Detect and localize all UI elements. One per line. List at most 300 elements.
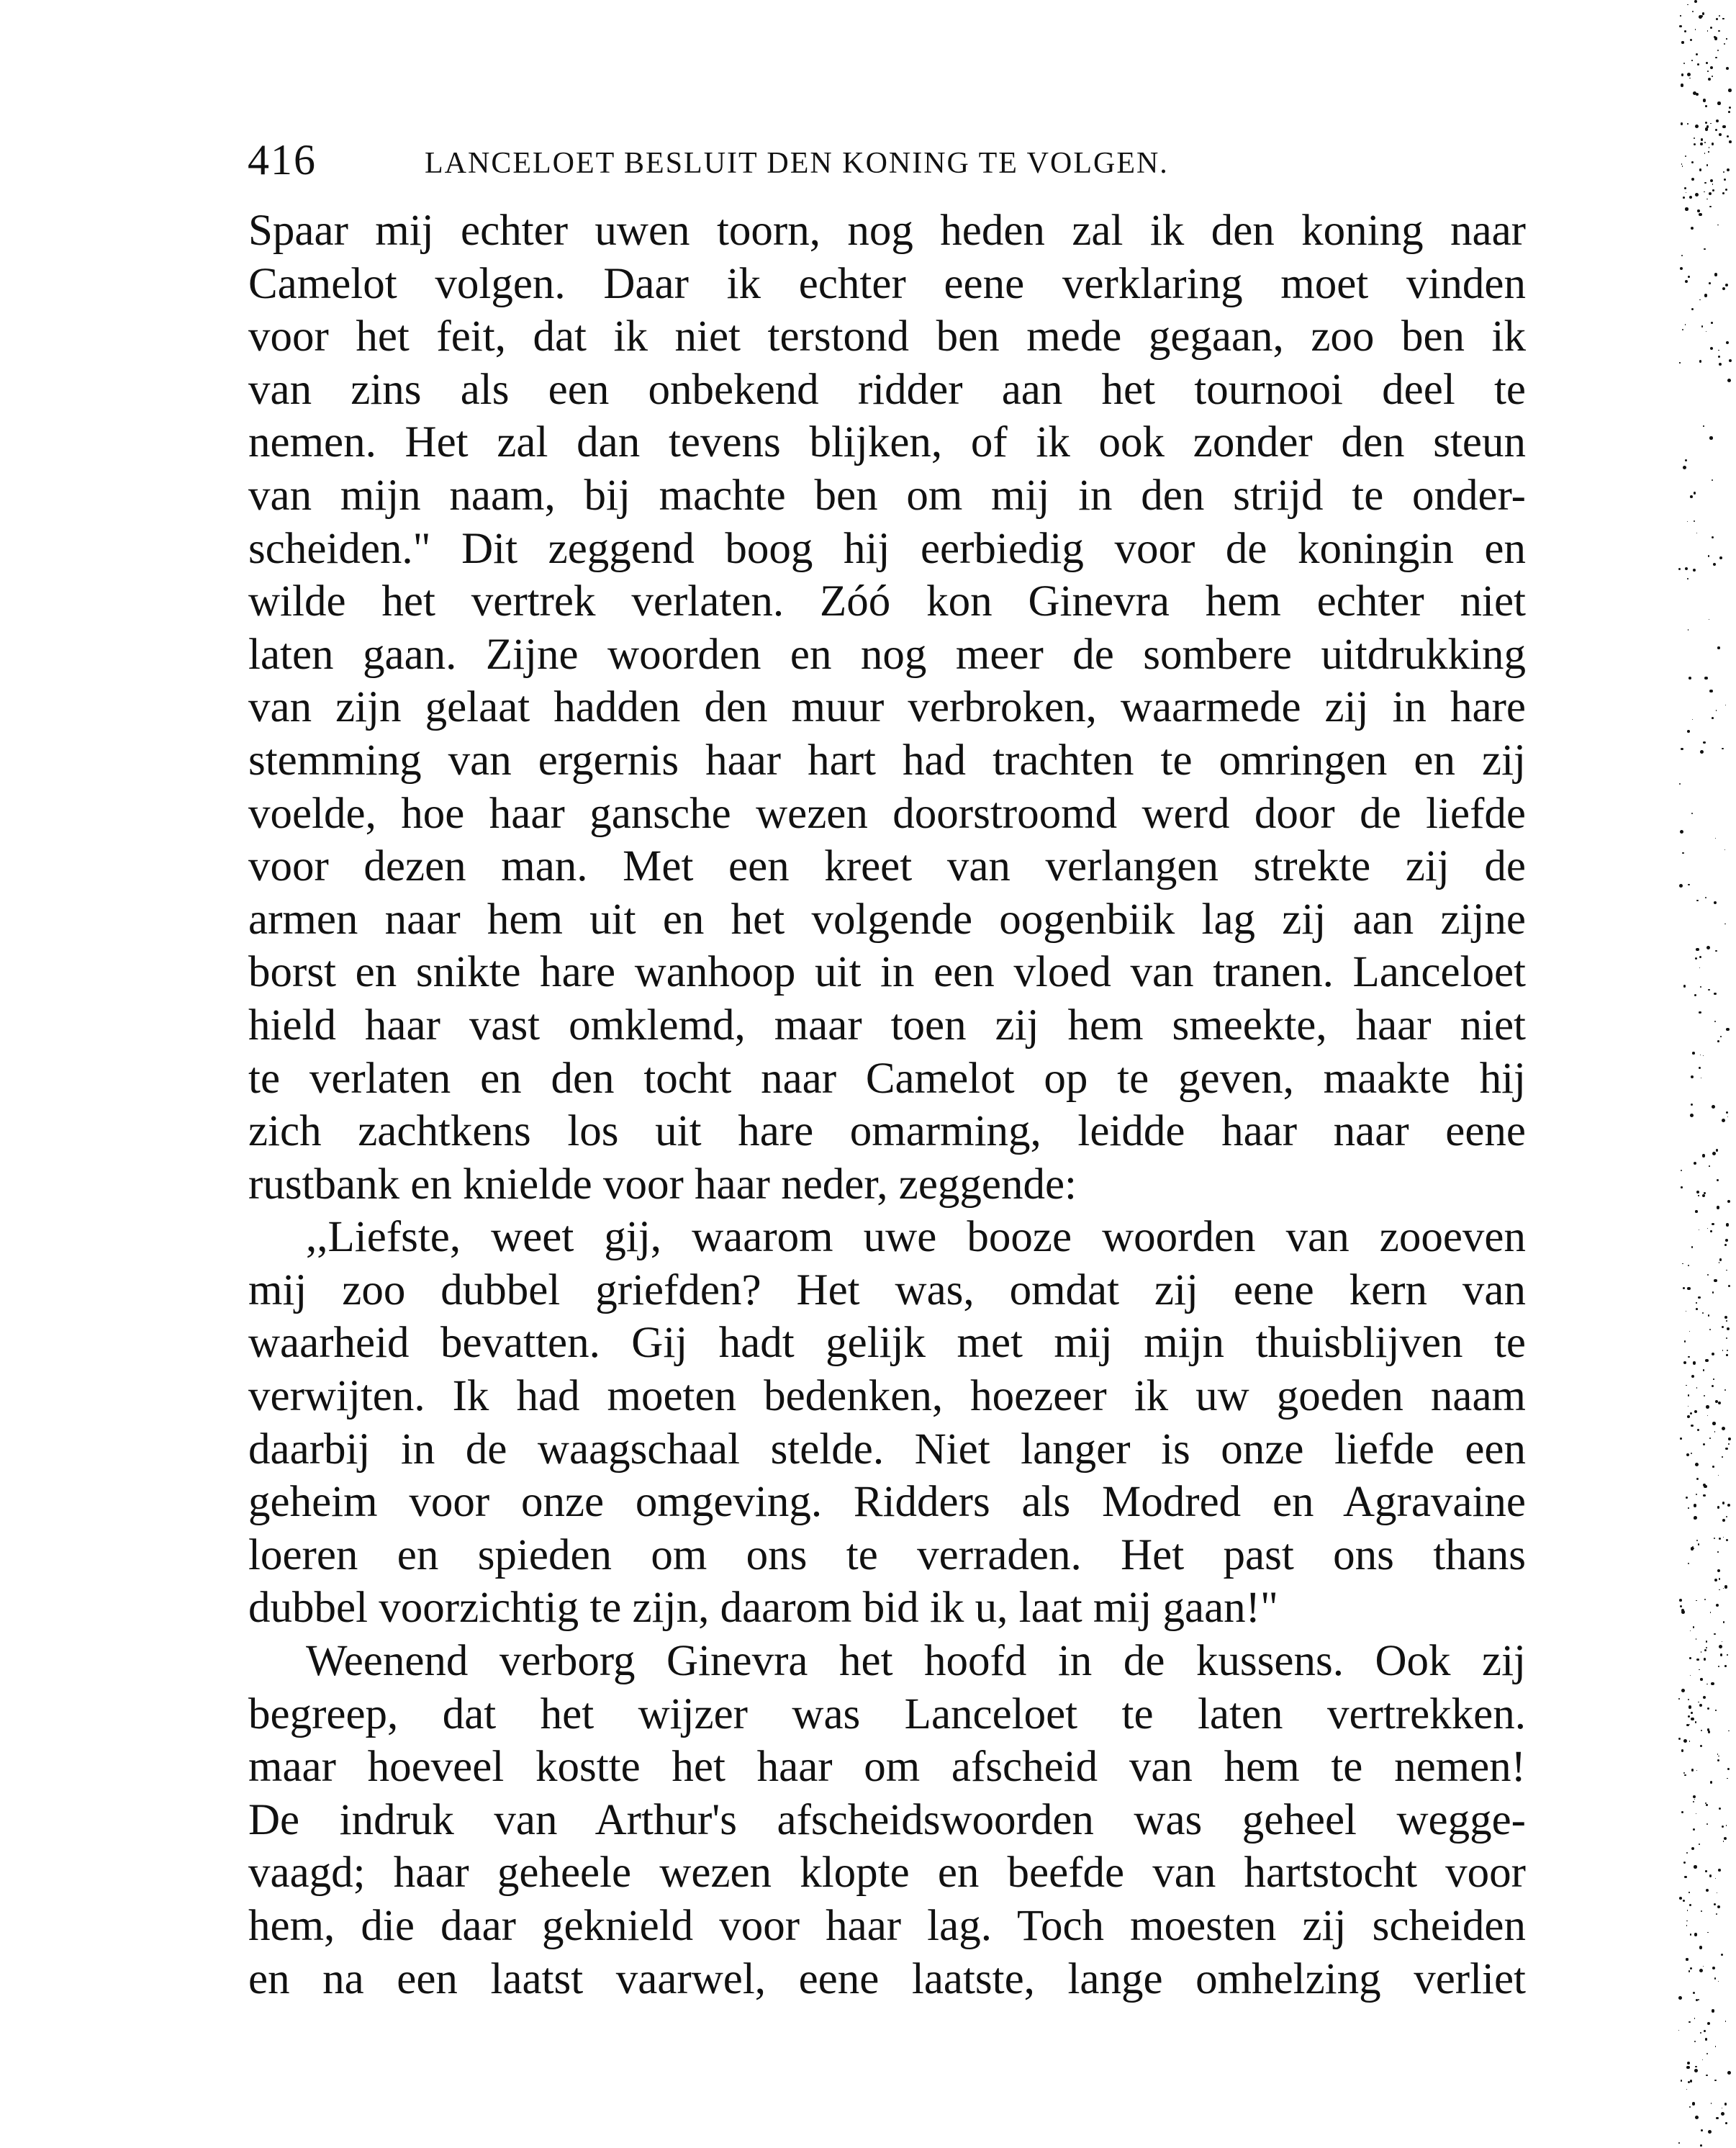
running-head: LANCELOET BESLUIT DEN KONING TE VOLGEN. bbox=[425, 147, 1169, 180]
scan-speck bbox=[1712, 717, 1714, 719]
scan-speck bbox=[1705, 105, 1707, 107]
scan-speck bbox=[1684, 1774, 1686, 1777]
scan-speck bbox=[1690, 39, 1692, 41]
scan-speck bbox=[1687, 123, 1688, 125]
scan-speck bbox=[1714, 1633, 1715, 1635]
scan-edge-noise bbox=[1664, 0, 1736, 2148]
scan-speck bbox=[1704, 294, 1708, 297]
scan-speck bbox=[1727, 379, 1731, 382]
scan-speck bbox=[1701, 1910, 1702, 1912]
scan-speck bbox=[1716, 119, 1719, 122]
scan-speck bbox=[1727, 1350, 1728, 1351]
scan-speck bbox=[1681, 73, 1683, 76]
scan-speck bbox=[1685, 324, 1686, 325]
scan-speck bbox=[1706, 1823, 1708, 1825]
scan-speck bbox=[1694, 2018, 1696, 2019]
scan-speck bbox=[1719, 1538, 1721, 1540]
scan-speck bbox=[1698, 1543, 1699, 1545]
scan-speck bbox=[1683, 1862, 1686, 1864]
scan-speck bbox=[1718, 30, 1720, 32]
scan-speck bbox=[1688, 1356, 1690, 1358]
scan-speck bbox=[1688, 1970, 1690, 1972]
scan-speck bbox=[1724, 43, 1726, 45]
scan-speck bbox=[1685, 280, 1688, 283]
scan-speck bbox=[1719, 133, 1722, 136]
scan-speck bbox=[1695, 1721, 1696, 1723]
scan-speck bbox=[1679, 1897, 1682, 1900]
scan-speck bbox=[1714, 2080, 1717, 2082]
text-line: voelde, hoe haar gansche wezen doorstroomd werd door de liefde bbox=[248, 789, 1526, 838]
scan-speck bbox=[1695, 193, 1699, 197]
scan-speck bbox=[1719, 1578, 1720, 1579]
text-line: loeren en spieden om ons te verraden. Het past ons thans bbox=[248, 1530, 1526, 1579]
scan-speck bbox=[1715, 838, 1717, 839]
scan-speck bbox=[1717, 1551, 1719, 1553]
scan-speck bbox=[1728, 1730, 1730, 1732]
scan-speck bbox=[1678, 1698, 1680, 1700]
scan-speck bbox=[1699, 168, 1701, 171]
scan-speck bbox=[1709, 690, 1713, 693]
scan-speck bbox=[1710, 1781, 1713, 1784]
scan-speck bbox=[1722, 1119, 1725, 1122]
scan-speck bbox=[1715, 1400, 1718, 1403]
scan-speck bbox=[1699, 299, 1700, 300]
scan-speck bbox=[1728, 1285, 1730, 1287]
scan-speck bbox=[1682, 852, 1684, 854]
scan-speck bbox=[1709, 282, 1711, 284]
scan-speck bbox=[1701, 1078, 1702, 1079]
scan-speck bbox=[1700, 750, 1704, 754]
scan-speck bbox=[1719, 1645, 1722, 1648]
scan-speck bbox=[1691, 1375, 1694, 1378]
scan-speck bbox=[1704, 1649, 1706, 1651]
scan-speck bbox=[1682, 1263, 1683, 1264]
scan-speck bbox=[1714, 37, 1718, 40]
scan-speck bbox=[1686, 1925, 1687, 1926]
scan-speck bbox=[1715, 950, 1717, 952]
scan-speck bbox=[1703, 1369, 1705, 1371]
scan-speck bbox=[1726, 1111, 1729, 1114]
scan-speck bbox=[1722, 748, 1723, 749]
scan-speck bbox=[1724, 1244, 1727, 1246]
scan-speck bbox=[1683, 985, 1686, 987]
text-line: begreep, dat het wijzer was Lanceloet te laten vertrekken. bbox=[248, 1689, 1526, 1738]
scan-speck bbox=[1725, 284, 1728, 286]
scan-speck bbox=[1712, 184, 1714, 185]
scan-speck bbox=[1719, 1808, 1721, 1810]
scan-speck bbox=[1728, 89, 1732, 92]
scan-speck bbox=[1720, 1653, 1723, 1656]
scan-speck bbox=[1681, 41, 1683, 43]
scan-speck bbox=[1695, 2066, 1696, 2067]
scan-speck bbox=[1689, 2106, 1691, 2108]
scan-speck bbox=[1687, 1287, 1690, 1290]
scan-speck bbox=[1679, 25, 1682, 28]
scan-speck bbox=[1697, 63, 1699, 66]
scan-speck bbox=[1714, 1021, 1716, 1022]
scan-speck bbox=[1716, 1149, 1718, 1151]
scan-speck bbox=[1717, 50, 1719, 51]
scan-speck bbox=[1700, 2144, 1702, 2147]
scan-speck bbox=[1706, 125, 1709, 127]
scan-speck bbox=[1681, 1170, 1682, 1171]
scan-speck bbox=[1707, 30, 1709, 32]
scan-speck bbox=[1699, 15, 1702, 19]
scan-speck bbox=[1726, 1825, 1727, 1826]
scan-speck bbox=[1696, 1308, 1698, 1310]
scan-speck bbox=[1691, 1453, 1692, 1454]
scan-speck bbox=[1726, 1516, 1727, 1517]
text-line: borst en snikte hare wanhoop uit in een vloed van tranen. Lanceloet bbox=[248, 948, 1526, 997]
text-line: armen naar hem uit en het volgende oogenbiik lag zij aan zijne bbox=[248, 895, 1526, 944]
scan-speck bbox=[1682, 329, 1684, 331]
scan-speck bbox=[1708, 1314, 1710, 1317]
scan-speck bbox=[1712, 143, 1714, 145]
scan-speck bbox=[1687, 73, 1691, 76]
scan-speck bbox=[1724, 179, 1727, 181]
scan-speck bbox=[1690, 495, 1693, 498]
scan-speck bbox=[1688, 1394, 1690, 1396]
scan-speck bbox=[1716, 1913, 1717, 1915]
scan-speck bbox=[1722, 192, 1724, 194]
scan-speck bbox=[1681, 2080, 1682, 2081]
scan-speck bbox=[1687, 1415, 1690, 1418]
text-line: hield haar vast omklemd, maar toen zij hem smeekte, haar niet bbox=[248, 1001, 1526, 1050]
text-line: dubbel voorzichtig te zijn, daarom bid ik u, laat mij gaan!" bbox=[248, 1584, 1278, 1633]
text-line: scheiden." Dit zeggend boog hij eerbiedig voor de koningin en bbox=[248, 524, 1526, 573]
scan-speck bbox=[1681, 1811, 1683, 1813]
scan-speck bbox=[1681, 163, 1683, 165]
text-line: rustbank en knielde voor haar neder, zeggende: bbox=[248, 1160, 1077, 1209]
scan-speck bbox=[1718, 1756, 1719, 1757]
scan-speck bbox=[1700, 986, 1701, 988]
scan-speck bbox=[1719, 1262, 1720, 1263]
scan-speck bbox=[1688, 1705, 1692, 1709]
scan-speck bbox=[1725, 189, 1727, 191]
scan-speck bbox=[1705, 897, 1706, 898]
scan-speck bbox=[1678, 1996, 1682, 2000]
scan-speck bbox=[1687, 2062, 1690, 2064]
page-number: 416 bbox=[248, 136, 317, 184]
scan-speck bbox=[1685, 207, 1688, 210]
scan-speck bbox=[1694, 1410, 1698, 1414]
scan-speck bbox=[1685, 459, 1687, 461]
scan-speck bbox=[1690, 2080, 1693, 2082]
text-line: van zijn gelaat hadden den muur verbroken, waarmede zij in hare bbox=[248, 683, 1526, 732]
scan-speck bbox=[1688, 677, 1691, 680]
scan-speck bbox=[1691, 1769, 1694, 1771]
scan-speck bbox=[1724, 1837, 1727, 1841]
text-line: Weenend verborg Ginevra het hoofd in de kussens. Ook zij bbox=[306, 1637, 1526, 1686]
scan-speck bbox=[1696, 53, 1698, 55]
scan-speck bbox=[1687, 4, 1688, 6]
scan-speck bbox=[1726, 1223, 1730, 1227]
scan-speck bbox=[1691, 813, 1693, 814]
scan-speck bbox=[1704, 191, 1705, 193]
scan-speck bbox=[1695, 125, 1699, 128]
scan-speck bbox=[1683, 197, 1685, 199]
scan-speck bbox=[1712, 479, 1713, 481]
scan-speck bbox=[1727, 1654, 1728, 1656]
scan-speck bbox=[1689, 1331, 1690, 1332]
scan-speck bbox=[1689, 196, 1692, 199]
scan-speck bbox=[1727, 1327, 1730, 1330]
text-line: maar hoeveel kostte het haar om afscheid van hem te nemen! bbox=[248, 1743, 1526, 1792]
scan-speck bbox=[1678, 2142, 1680, 2144]
scan-speck bbox=[1707, 71, 1709, 72]
scan-speck bbox=[1706, 1405, 1709, 1409]
scan-speck bbox=[1683, 466, 1686, 469]
scan-speck bbox=[1714, 1431, 1716, 1432]
scan-speck bbox=[1714, 901, 1717, 904]
scan-speck bbox=[1691, 1547, 1694, 1551]
scan-speck bbox=[1702, 2059, 1704, 2061]
scan-speck bbox=[1686, 1958, 1688, 1960]
scan-speck bbox=[1699, 1704, 1702, 1707]
scan-speck bbox=[1694, 0, 1697, 3]
scan-speck bbox=[1706, 2053, 1709, 2055]
scan-speck bbox=[1708, 78, 1711, 81]
scan-speck bbox=[1721, 1954, 1723, 1956]
scan-speck bbox=[1688, 2081, 1690, 2083]
scan-speck bbox=[1681, 255, 1683, 256]
scan-speck bbox=[1681, 84, 1683, 86]
scan-speck bbox=[1715, 2046, 1717, 2047]
scan-speck bbox=[1712, 1967, 1715, 1969]
scan-speck bbox=[1719, 1258, 1722, 1260]
scan-speck bbox=[1714, 993, 1717, 996]
text-line: voor het feit, dat ik niet terstond ben mede gegaan, zoo ben ik bbox=[248, 312, 1526, 361]
scan-speck bbox=[1717, 1506, 1720, 1509]
scan-speck bbox=[1717, 1905, 1720, 1908]
scan-speck bbox=[1694, 137, 1695, 139]
scan-speck bbox=[1684, 1876, 1686, 1878]
scan-speck bbox=[1699, 1011, 1701, 1014]
scan-speck bbox=[1721, 2112, 1724, 2116]
scan-speck bbox=[1690, 1933, 1692, 1936]
scan-speck bbox=[1691, 308, 1694, 310]
scan-speck bbox=[1678, 568, 1681, 570]
scan-speck bbox=[1691, 161, 1694, 163]
scan-speck bbox=[1719, 556, 1722, 559]
scan-speck bbox=[1694, 1799, 1695, 1800]
scan-speck bbox=[1686, 1852, 1688, 1854]
scan-speck bbox=[1695, 1463, 1699, 1466]
scan-speck bbox=[1706, 1804, 1709, 1807]
scan-speck bbox=[1701, 325, 1704, 328]
scan-speck bbox=[1687, 578, 1688, 579]
scan-speck bbox=[1699, 1946, 1702, 1949]
scan-speck bbox=[1724, 1389, 1726, 1391]
text-line: geheim voor onze omgeving. Ridders als Modred en Agravaine bbox=[248, 1478, 1526, 1527]
text-line: De indruk van Arthur's afscheidswoorden was geheel wegge- bbox=[248, 1795, 1526, 1844]
scan-speck bbox=[1704, 142, 1706, 143]
scan-speck bbox=[1707, 2022, 1710, 2025]
scan-speck bbox=[1726, 67, 1729, 70]
scan-speck bbox=[1709, 192, 1712, 195]
scan-speck bbox=[1686, 2066, 1690, 2070]
scan-speck bbox=[1720, 1036, 1722, 1037]
scan-speck bbox=[1702, 1312, 1704, 1314]
scan-speck bbox=[1725, 2122, 1727, 2124]
scan-speck bbox=[1717, 1892, 1718, 1894]
scan-speck bbox=[1726, 1354, 1727, 1355]
scan-speck bbox=[1724, 1585, 1728, 1589]
scan-speck bbox=[1726, 38, 1727, 39]
scan-speck bbox=[1723, 1588, 1724, 1589]
scan-speck bbox=[1688, 2021, 1690, 2023]
scan-speck bbox=[1712, 189, 1714, 191]
scan-speck bbox=[1700, 1745, 1702, 1747]
scan-speck bbox=[1718, 1666, 1719, 1667]
scan-speck bbox=[1686, 1497, 1688, 1499]
scan-speck bbox=[1693, 569, 1696, 572]
scan-speck bbox=[1704, 153, 1706, 154]
scan-speck bbox=[1693, 1626, 1695, 1628]
scan-speck bbox=[1706, 1647, 1707, 1648]
scan-speck bbox=[1699, 360, 1701, 362]
scan-speck bbox=[1727, 168, 1730, 171]
scan-speck bbox=[1724, 2103, 1727, 2106]
scan-speck bbox=[1688, 1563, 1689, 1564]
scan-speck bbox=[1697, 209, 1700, 212]
scan-speck bbox=[1727, 1504, 1730, 1507]
scan-speck bbox=[1678, 2030, 1679, 2031]
scan-speck bbox=[1686, 2089, 1687, 2090]
scan-speck bbox=[1706, 1889, 1709, 1892]
scan-speck bbox=[1718, 1402, 1721, 1404]
scan-speck bbox=[1727, 135, 1729, 137]
scan-speck bbox=[1706, 164, 1708, 166]
scan-speck bbox=[1710, 66, 1714, 70]
scan-speck bbox=[1700, 143, 1703, 145]
scan-speck bbox=[1714, 273, 1717, 276]
scan-speck bbox=[1692, 2102, 1695, 2105]
scan-speck bbox=[1712, 76, 1713, 77]
scan-speck bbox=[1726, 1028, 1730, 1032]
scan-speck bbox=[1704, 1658, 1706, 1660]
scan-speck bbox=[1679, 884, 1683, 888]
scan-speck bbox=[1722, 1519, 1725, 1522]
scan-speck bbox=[1717, 1569, 1720, 1572]
scan-speck bbox=[1701, 2129, 1703, 2131]
scan-speck bbox=[1707, 1707, 1709, 1710]
scan-speck bbox=[1712, 536, 1714, 538]
text-line: stemming van ergernis haar hart had trachten te omringen en zij bbox=[248, 736, 1526, 785]
scan-speck bbox=[1703, 1443, 1705, 1445]
scan-speck bbox=[1718, 1981, 1719, 1982]
scan-speck bbox=[1699, 967, 1700, 968]
scan-speck bbox=[1698, 1195, 1699, 1196]
scan-speck bbox=[1702, 1194, 1705, 1197]
scan-speck bbox=[1727, 1200, 1730, 1203]
scan-speck bbox=[1695, 1210, 1698, 1213]
text-line: wilde het vertrek verlaten. Zóó kon Ginevra hem echter niet bbox=[248, 577, 1526, 626]
scan-speck bbox=[1722, 125, 1725, 128]
scan-speck bbox=[1696, 1478, 1699, 1480]
scan-speck bbox=[1712, 1385, 1714, 1387]
scan-speck bbox=[1708, 151, 1709, 152]
scan-speck bbox=[1699, 1067, 1701, 1069]
scan-speck bbox=[1722, 1427, 1725, 1430]
scan-speck bbox=[1706, 2075, 1708, 2077]
text-line: daarbij in de waagschaal stelde. Niet langer is onze liefde een bbox=[248, 1425, 1526, 1474]
scan-speck bbox=[1690, 1675, 1691, 1676]
scan-speck bbox=[1703, 741, 1706, 744]
scan-speck bbox=[1705, 1870, 1707, 1872]
scan-speck bbox=[1708, 2130, 1712, 2134]
scan-speck bbox=[1727, 1768, 1730, 1770]
scan-speck bbox=[1726, 341, 1729, 344]
text-line: Spaar mij echter uwen toorn, nog heden zal ik den koning naar bbox=[248, 207, 1526, 255]
scan-speck bbox=[1699, 956, 1701, 958]
scan-speck bbox=[1707, 1415, 1708, 1416]
scan-speck bbox=[1712, 1223, 1714, 1225]
scan-speck bbox=[1729, 359, 1732, 362]
scan-speck bbox=[1713, 563, 1716, 566]
scan-speck bbox=[1688, 1507, 1689, 1509]
scan-speck bbox=[1680, 830, 1683, 834]
scan-speck bbox=[1703, 99, 1706, 102]
scan-speck bbox=[1681, 748, 1683, 750]
scan-speck bbox=[1694, 1865, 1697, 1869]
scan-speck bbox=[1707, 1274, 1709, 1276]
text-line: verwijten. Ik had moeten bedenken, hoezeer ik uw goeden naam bbox=[248, 1372, 1526, 1421]
scan-speck bbox=[1710, 27, 1712, 29]
scan-speck bbox=[1708, 555, 1709, 556]
scan-speck bbox=[1681, 1749, 1683, 1751]
scan-speck bbox=[1691, 227, 1694, 230]
scan-speck bbox=[1684, 30, 1686, 32]
scan-speck bbox=[1696, 1540, 1698, 1541]
scan-speck bbox=[1712, 1422, 1716, 1425]
scan-speck bbox=[1678, 1738, 1681, 1740]
scan-speck bbox=[1691, 1718, 1694, 1721]
scan-speck bbox=[1681, 1689, 1685, 1692]
scan-speck bbox=[1696, 1999, 1698, 2001]
scan-speck bbox=[1681, 122, 1683, 125]
text-line: ,,Liefste, weet gij, waarom uwe booze woorden van zooeven bbox=[306, 1213, 1526, 1262]
scan-speck bbox=[1723, 171, 1724, 173]
scan-speck bbox=[1693, 1795, 1696, 1798]
scan-speck bbox=[1691, 1425, 1693, 1427]
scan-speck bbox=[1700, 1678, 1702, 1680]
scan-speck bbox=[1696, 1638, 1697, 1640]
text-line: vaagd; haar geheele wezen klopte en beefde van hartstocht voor bbox=[248, 1849, 1526, 1897]
scan-speck bbox=[1691, 1075, 1694, 1079]
text-line: mij zoo dubbel griefden? Het was, omdat zij eene kern van bbox=[248, 1265, 1526, 1314]
scan-speck bbox=[1691, 60, 1693, 61]
scan-speck bbox=[1707, 1932, 1709, 1933]
scan-speck bbox=[1715, 1878, 1716, 1879]
scan-speck bbox=[1725, 1448, 1728, 1450]
scan-speck bbox=[1714, 1977, 1716, 1979]
scan-speck bbox=[1704, 182, 1706, 184]
scan-speck bbox=[1699, 1844, 1700, 1845]
scan-speck bbox=[1716, 1604, 1719, 1607]
scan-speck bbox=[1679, 1599, 1682, 1602]
text-line: waarheid bevatten. Gij hadt gelijk met mij mijn thuisblijven te bbox=[248, 1319, 1526, 1368]
scan-speck bbox=[1693, 1801, 1694, 1802]
scan-speck bbox=[1687, 521, 1688, 523]
scan-speck bbox=[1728, 111, 1730, 113]
scan-speck bbox=[1685, 567, 1688, 570]
scan-speck bbox=[1727, 1116, 1728, 1117]
scan-speck bbox=[1703, 425, 1704, 426]
scan-speck bbox=[1686, 1385, 1687, 1386]
scan-speck bbox=[1681, 1186, 1682, 1188]
scan-speck bbox=[1689, 1657, 1691, 1659]
